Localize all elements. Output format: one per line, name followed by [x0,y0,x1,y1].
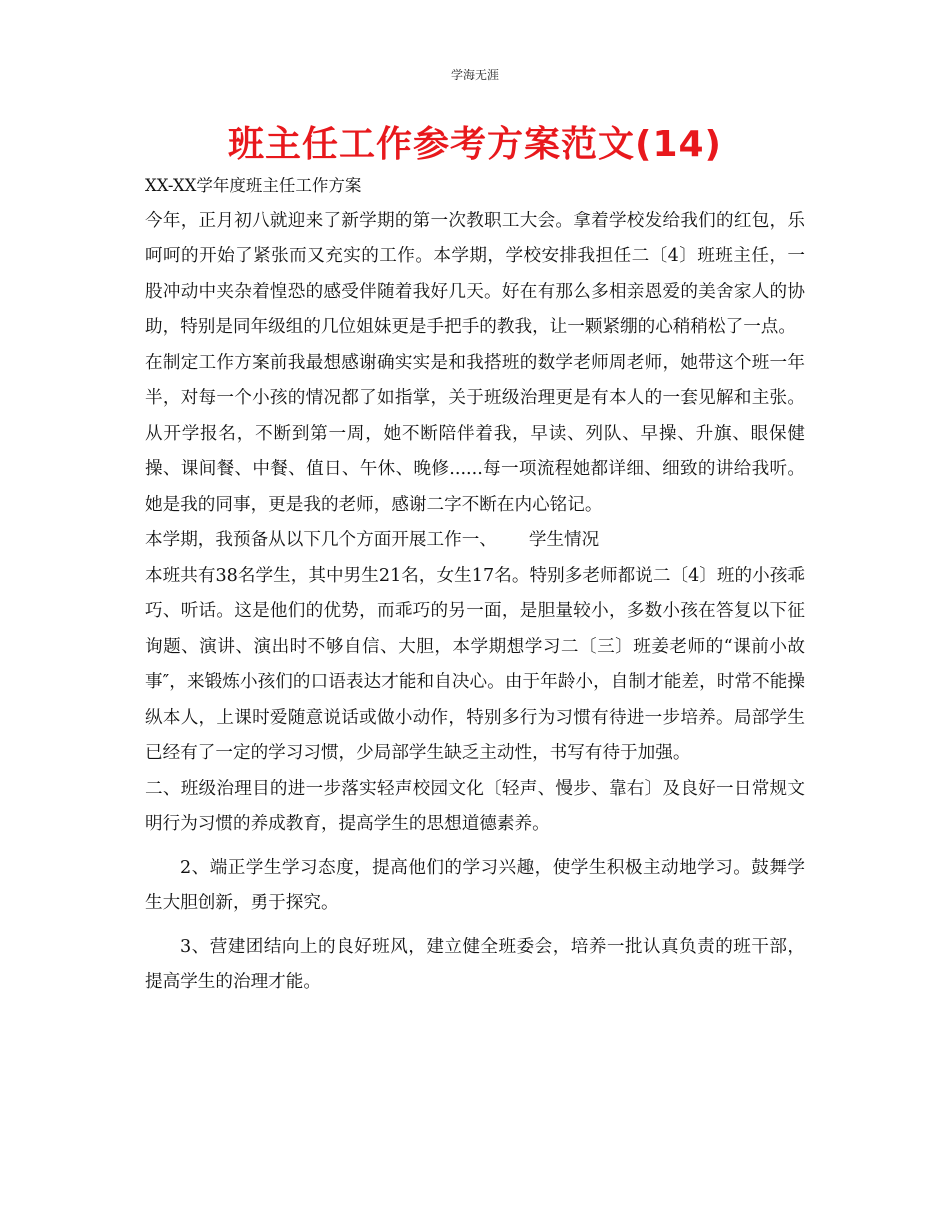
document-body [145,168,805,1001]
paragraph-item-2: 2、端正学生学习态度，提高他们的学习兴趣，使学生积极主动地学习。鼓舞学生大胆创新，勇于探究。 [145,857,805,913]
header-note: 学海无涯 [450,68,499,82]
paragraph-item-3: 3、营建团结向上的良好班风，建立健全班委会，培养一批认真负责的班干部，提高学生的治理才能。 [145,936,805,992]
paragraph-management-goal: 二、班级治理目的进一步落实轻声校园文化〔轻声、慢步、靠右〕及良好一日常规文明行为习惯的养成教育，提高学生的思想道德素养。 [145,778,805,834]
plan-subtitle: XX-XX学年度班主任工作方案 [145,176,362,195]
document-title: 班主任工作参考方案范文(14) [227,124,722,165]
paragraph-intro: 今年，正月初八就迎来了新学期的第一次教职工大会。拿着学校发给我们的红包，乐呵呵的开始了紧张而又充实的工作。本学期，学校安排我担任二〔4〕班班主任，一股冲动中夹杂着惶恐的感受伴随着我好几天。好在有那么多相亲恩爱的美舍家人的协助，特别是同年级组的几位姐妹更是手把手的教我，让一颗紧绷的心稍稍松了一点。 [145,210,805,337]
paragraph-plan-heading: 本学期，我预备从以下几个方面开展工作一、 学生情况 [145,530,600,550]
paragraph-thanks: 在制定工作方案前我最想感谢确实实是和我搭班的数学老师周老师，她带这个班一年半，对每一个小孩的情况都了如指掌，关于班级治理更是有本人的一套见解和主张。从开学报名，不断到第一周，她不断陪伴着我，早读、列队、早操、升旗、眼保健操、课间餐、中餐、值日、午休、晚修......每一项流程她都详细、细致的讲给我听。她是我的同事，更是我的老师，感谢二字不断在内心铭记。 [145,352,805,515]
paragraph-student-situation: 本班共有38名学生，其中男生21名，女生17名。特别多老师都说二〔4〕班的小孩乖巧、听话。这是他们的优势，而乖巧的另一面，是胆量较小，多数小孩在答复以下征询题、演讲、演出时不够自信、大胆，本学期想学习二〔三〕班姜老师的“课前小故事″，来锻炼小孩们的口语表达才能和自决心。由于年龄小，自制才能差，时常不能操纵本人，上课时爱随意说话或做小动作，特别多行为习惯有待进一步培养。局部学生已经有了一定的学习习惯，少局部学生缺乏主动性，书写有待于加强。 [145,565,805,763]
